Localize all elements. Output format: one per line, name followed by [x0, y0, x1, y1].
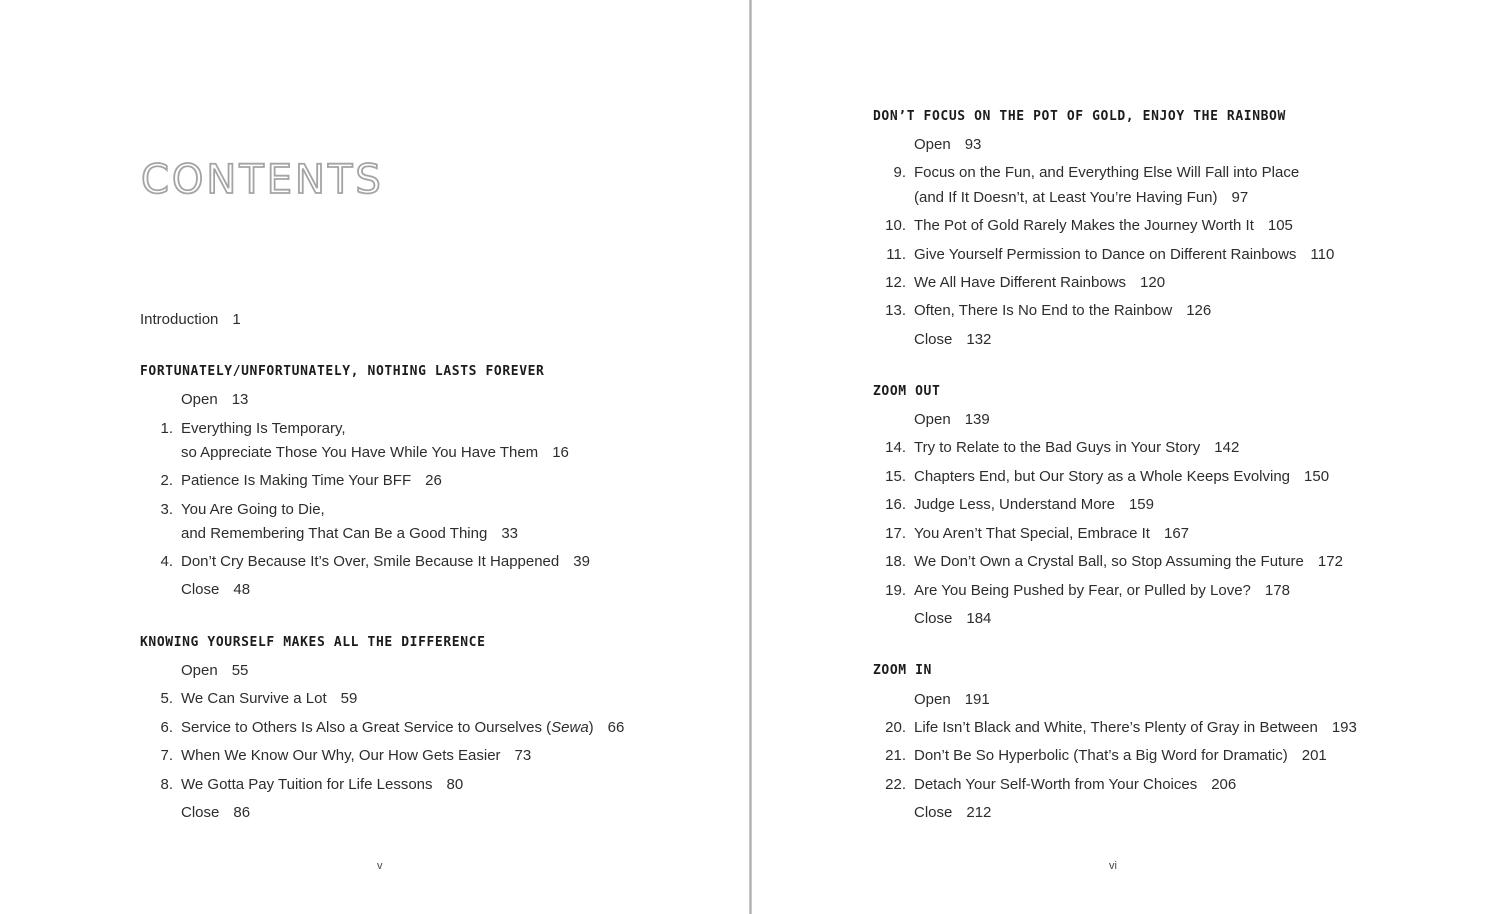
- chapter-number: 10.: [885, 217, 906, 234]
- part-heading: KNOWING YOURSELF MAKES ALL THE DIFFERENCE: [140, 635, 486, 650]
- chapter-title-line2: so Appreciate Those You Have While You Have Them: [181, 444, 539, 461]
- page-number: 110: [1310, 246, 1335, 263]
- chapter-title-line1: You Are Going to Die,: [181, 501, 325, 518]
- toc-entry-chapter-8[interactable]: [181, 775, 463, 795]
- page-number: 48: [233, 581, 251, 598]
- chapter-title: Often, There Is No End to the Rainbow: [914, 302, 1173, 319]
- chapter-number: 14.: [885, 439, 906, 456]
- chapter-title: We Don’t Own a Crystal Ball, so Stop Assuming the Future: [914, 553, 1304, 570]
- page-number: 178: [1264, 582, 1290, 599]
- toc-entry-chapter-18[interactable]: [914, 552, 1343, 572]
- toc-entry-chapter-5[interactable]: [181, 689, 357, 709]
- chapter-number: 17.: [885, 525, 906, 542]
- toc-entry-chapter-11[interactable]: [914, 245, 1334, 265]
- entry-label: Open: [181, 391, 218, 408]
- chapter-number: 6.: [160, 719, 173, 736]
- page-number: 105: [1267, 217, 1293, 234]
- toc-entry-chapter-1-cont[interactable]: [181, 443, 569, 463]
- chapter-number: 2.: [160, 472, 173, 489]
- toc-entry-open[interactable]: [914, 410, 990, 430]
- part-heading: DON’T FOCUS ON THE POT OF GOLD, ENJOY THE RAINBOW: [873, 109, 1286, 124]
- toc-entry-open[interactable]: [181, 390, 248, 410]
- page-number: 33: [501, 525, 518, 542]
- chapter-title: Are You Being Pushed by Fear, or Pulled by Love?: [914, 582, 1251, 599]
- part-heading: FORTUNATELY/UNFORTUNATELY, NOTHING LASTS FOREVER: [140, 364, 545, 379]
- chapter-number: 20.: [885, 719, 906, 736]
- toc-entry-chapter-10[interactable]: [914, 216, 1293, 236]
- chapter-number: 13.: [885, 302, 906, 319]
- page-number: 13: [231, 391, 249, 408]
- toc-entry-chapter-13[interactable]: [914, 301, 1211, 321]
- toc-entry-chapter-19[interactable]: [914, 581, 1290, 601]
- toc-entry-chapter-6[interactable]: [181, 718, 624, 738]
- entry-label: Close: [914, 804, 953, 821]
- chapter-title: Chapters End, but Our Story as a Whole Keeps Evolving: [914, 468, 1291, 485]
- chapter-title: Don’t Cry Because It’s Over, Smile Because It Happened: [181, 553, 560, 570]
- chapter-title: Don’t Be So Hyperbolic (That’s a Big Word for Dramatic): [914, 747, 1288, 764]
- toc-entry-chapter-12[interactable]: [914, 273, 1165, 293]
- page-number: 167: [1163, 525, 1190, 542]
- chapter-title-line1: Everything Is Temporary,: [181, 420, 346, 437]
- chapter-title-line2: (and If It Doesn’t, at Least You’re Having Fun): [914, 189, 1218, 206]
- page-number: 59: [340, 690, 358, 707]
- page-number: 80: [446, 776, 464, 793]
- page-number: 142: [1214, 439, 1240, 456]
- toc-entry-chapter-9[interactable]: [914, 163, 1299, 183]
- chapter-title: Detach Your Self-Worth from Your Choices: [914, 776, 1198, 793]
- toc-entry-open[interactable]: [914, 135, 981, 155]
- toc-entry-chapter-4[interactable]: [181, 552, 590, 572]
- contents-title: CONTENTS: [141, 157, 384, 203]
- page-number: 86: [233, 804, 251, 821]
- toc-entry-chapter-3[interactable]: [181, 500, 325, 520]
- toc-entry-close[interactable]: [914, 330, 991, 350]
- folio-page-number: vi: [1109, 860, 1117, 872]
- chapter-title: When We Know Our Why, Our How Gets Easier: [181, 747, 501, 764]
- page-number: 97: [1231, 189, 1249, 206]
- chapter-title-line2: and Remembering That Can Be a Good Thing: [181, 525, 488, 542]
- chapter-title: We Can Survive a Lot: [181, 690, 327, 707]
- chapter-title-line1: Focus on the Fun, and Everything Else Will Fall into Place: [914, 164, 1300, 181]
- chapter-title: We Gotta Pay Tuition for Life Lessons: [181, 776, 433, 793]
- page-number: 126: [1186, 302, 1212, 319]
- chapter-number: 8.: [160, 776, 173, 793]
- entry-label: Close: [914, 610, 953, 627]
- page-number: 120: [1140, 274, 1166, 291]
- page-number: 172: [1317, 553, 1343, 570]
- chapter-number: 22.: [885, 776, 906, 793]
- chapter-number: 11.: [886, 246, 906, 263]
- toc-entry-chapter-17[interactable]: [914, 524, 1189, 544]
- toc-entry-chapter-21[interactable]: [914, 746, 1327, 766]
- page-number: 139: [964, 411, 990, 428]
- page-number: 184: [966, 610, 992, 627]
- toc-entry-chapter-7[interactable]: [181, 746, 531, 766]
- chapter-number: 16.: [885, 496, 906, 513]
- entry-label: Open: [914, 411, 951, 428]
- page-number: 132: [966, 331, 992, 348]
- entry-label: Open: [914, 136, 951, 153]
- chapter-number: 1.: [160, 420, 173, 437]
- page-number: 55: [231, 662, 249, 679]
- chapter-title: Service to Others Is Also a Great Service to Ourselves (: [181, 719, 552, 736]
- page-number: 159: [1128, 496, 1154, 513]
- chapter-title: Judge Less, Understand More: [914, 496, 1115, 513]
- toc-entry-chapter-15[interactable]: [914, 467, 1329, 487]
- toc-entry-chapter-9-cont[interactable]: [914, 188, 1248, 208]
- part-heading: ZOOM IN: [873, 663, 932, 678]
- page-number: 206: [1211, 776, 1237, 793]
- toc-entry-chapter-3-cont[interactable]: [181, 524, 518, 544]
- page-number: 73: [514, 747, 532, 764]
- chapter-title: You Aren’t That Special, Embrace It: [914, 525, 1150, 542]
- chapter-title: Life Isn’t Black and White, There’s Plenty of Gray in Between: [914, 719, 1318, 736]
- page-number: 16: [552, 444, 569, 461]
- toc-entry-close[interactable]: [181, 580, 250, 600]
- toc-entry-introduction[interactable]: [140, 310, 241, 330]
- entry-label: Close: [914, 331, 953, 348]
- page-number: 39: [573, 553, 590, 570]
- chapter-number: 21.: [885, 747, 906, 764]
- chapter-title: Patience Is Making Time Your BFF: [181, 472, 412, 489]
- chapter-title-end: ): [588, 719, 594, 736]
- chapter-number: 19.: [885, 582, 906, 599]
- toc-entry-chapter-22[interactable]: [914, 775, 1236, 795]
- chapter-number: 4.: [160, 553, 173, 570]
- toc-entry-chapter-20[interactable]: [914, 718, 1357, 738]
- right-page: [752, 0, 1500, 914]
- toc-entry-chapter-14[interactable]: [914, 438, 1239, 458]
- chapter-number: 3.: [160, 501, 173, 518]
- chapter-title: The Pot of Gold Rarely Makes the Journey Worth It: [914, 217, 1254, 234]
- chapter-title: We All Have Different Rainbows: [914, 274, 1127, 291]
- chapter-number: 18.: [885, 553, 906, 570]
- toc-entry-chapter-1[interactable]: [181, 419, 346, 439]
- page-number: 93: [964, 136, 982, 153]
- toc-entry-open[interactable]: [914, 690, 990, 710]
- chapter-number: 9.: [893, 164, 906, 181]
- toc-entry-close[interactable]: [914, 609, 991, 629]
- page-number: 26: [425, 472, 442, 489]
- toc-entry-chapter-2[interactable]: [181, 471, 442, 491]
- toc-entry-close[interactable]: [181, 803, 250, 823]
- page-number: 150: [1304, 468, 1330, 485]
- chapter-title: Give Yourself Permission to Dance on Different Rainbows: [914, 246, 1297, 263]
- toc-entry-open[interactable]: [181, 661, 248, 681]
- chapter-number: 7.: [160, 747, 173, 764]
- chapter-title: Try to Relate to the Bad Guys in Your Story: [914, 439, 1201, 456]
- chapter-number: 5.: [160, 690, 173, 707]
- toc-entry-chapter-16[interactable]: [914, 495, 1154, 515]
- page-number: 1: [232, 311, 241, 328]
- part-heading: ZOOM OUT: [873, 384, 941, 399]
- chapter-title-italic: Sewa: [551, 719, 589, 736]
- page-number: 193: [1331, 719, 1357, 736]
- entry-label: Open: [181, 662, 218, 679]
- entry-label: Close: [181, 804, 220, 821]
- page-number: 201: [1301, 747, 1327, 764]
- toc-entry-close[interactable]: [914, 803, 991, 823]
- entry-label: Introduction: [140, 311, 219, 328]
- folio-page-number: v: [377, 860, 383, 872]
- page-number: 212: [966, 804, 992, 821]
- entry-label: Close: [181, 581, 220, 598]
- chapter-number: 12.: [885, 274, 906, 291]
- entry-label: Open: [914, 691, 951, 708]
- page-number: 191: [964, 691, 990, 708]
- page-number: 66: [607, 719, 625, 736]
- chapter-number: 15.: [885, 468, 906, 485]
